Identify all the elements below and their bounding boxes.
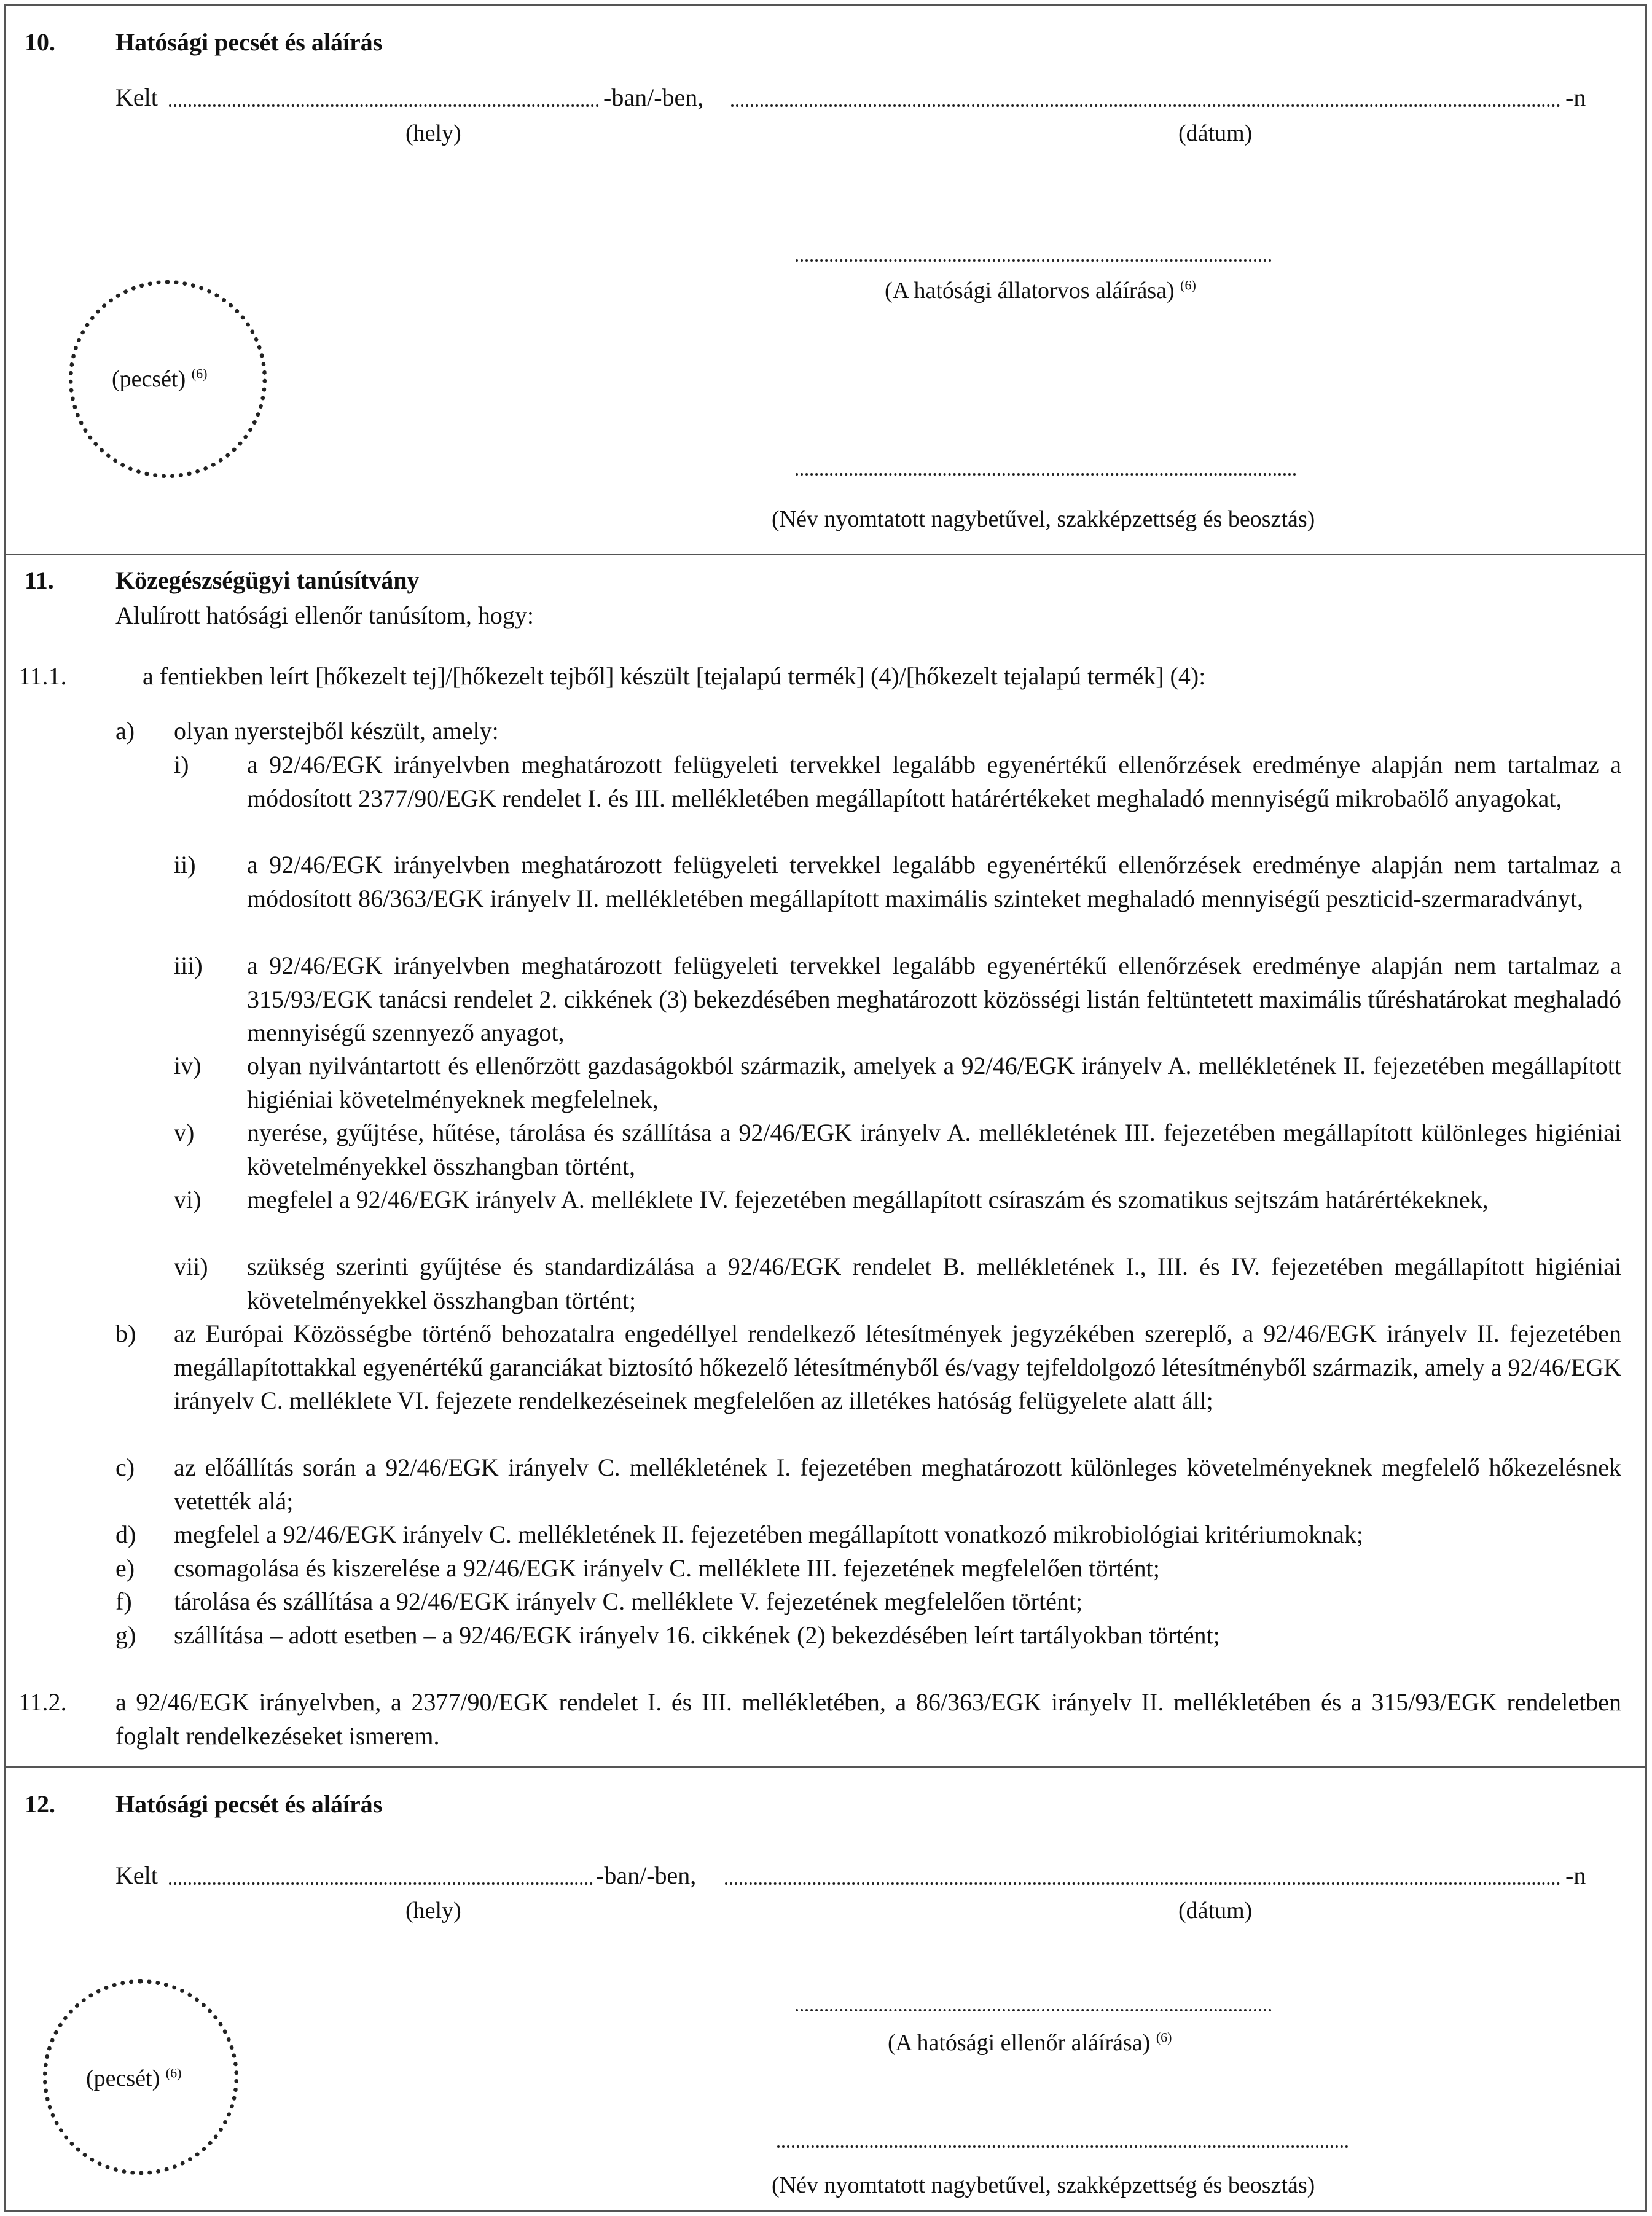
clause-11-1-text: a fentiekben leírt [hőkezelt tej]/[hőkezelt tejből] készült [tejalapú termék] (4)/[hőkezelt tejalapú termék] (4):	[143, 662, 1206, 690]
footnote-ref: (6)	[1180, 277, 1196, 293]
letter-text: az Európai Közösségbe történő behozatalra engedéllyel rendelkező létesítmények jegyzékében szereplő, a 92/46/EGK irányelv II. fejezetében megállapítottakkal egyenértékű garanciákat biztosító hőkezelő létesítményből és/vagy tejfeldolgozó létesítményből származik, amely a 92/46/EGK irányelv C. melléklete VI. fejezete rendelkezéseinek megfelelően az illetékes hatóság felügyelete alatt áll;	[174, 1320, 1621, 1414]
roman-label: i)	[174, 751, 189, 778]
stamp-caption: (pecsét) $^{(6)}$	[112, 366, 208, 392]
kelt-label: Kelt	[115, 1862, 158, 1889]
place-line	[169, 104, 599, 107]
kelt-label: Kelt	[115, 84, 158, 111]
section-11-title: Közegészségügyi tanúsítvány	[115, 566, 420, 594]
clause-11-1-number: 11.1.	[18, 662, 67, 690]
date-caption: (dátum)	[1178, 1898, 1253, 1924]
name-caption: (Név nyomtatott nagybetűvel, szakképzettség és beosztás)	[772, 2172, 1315, 2198]
clause-11-2-number: 11.2.	[18, 1688, 67, 1716]
roman-text: nyerése, gyűjtése, hűtése, tárolása és szállítása a 92/46/EGK irányelv A. mellékletének III. fejezetében megállapított különleges higiéniai követelményekkel összhangban történt,	[247, 1119, 1621, 1180]
letter-text: tárolása és szállítása a 92/46/EGK irányelv C. melléklete V. fejezetének megfelelően történt;	[174, 1588, 1083, 1615]
roman-text: megfelel a 92/46/EGK irányelv A. melléklete IV. fejezetében megállapított csíraszám és szomatikus sejtszám határértékeknek,	[247, 1186, 1489, 1213]
roman-label: vi)	[174, 1186, 202, 1213]
section-11-number: 11.	[25, 566, 54, 594]
roman-text: a 92/46/EGK irányelvben meghatározott felügyeleti tervekkel legalább egyenértékű ellenőrzések eredménye alapján nem tartalmaz a módosított 2377/90/EGK rendelet I. és III. mellékletében megállapított határértékeket meghaladó mennyiségű mikrobaölő anyagokat,	[247, 751, 1621, 812]
place-caption: (hely)	[405, 120, 461, 146]
roman-text: szükség szerinti gyűjtése és standardizálása a 92/46/EGK rendelet B. mellékletének I., III. és IV. fejezetében megállapított higiéniai követelményekkel összhangban történt;	[247, 1253, 1621, 1314]
footnote-ref: (6)	[1156, 2029, 1172, 2045]
date-line	[725, 1882, 1560, 1885]
name-line	[796, 473, 1296, 476]
letter-label: e)	[115, 1554, 135, 1582]
roman-label: iv)	[174, 1052, 202, 1079]
section-12-title: Hatósági pecsét és aláírás	[115, 1790, 383, 1818]
ban-label: -ban/-ben,	[596, 1862, 697, 1889]
date-line	[731, 104, 1560, 107]
roman-text: a 92/46/EGK irányelvben meghatározott felügyeleti tervekkel legalább egyenértékű ellenőrzések eredménye alapján nem tartalmaz a módosított 86/363/EGK irányelv II. mellékletében megállapított maximális szinteket meghaladó mennyiségű peszticid-szermaradványt,	[247, 851, 1621, 912]
section-11-intro: Alulírott hatósági ellenőr tanúsítom, hogy:	[115, 601, 534, 629]
letter-text: az előállítás során a 92/46/EGK irányelv C. mellékletének I. fejezetében meghatározott különleges követelményeknek megfelelő hőkezelésnek vetették alá;	[174, 1454, 1621, 1515]
letter-label: b)	[115, 1320, 136, 1347]
roman-label: iii)	[174, 952, 203, 979]
roman-text: olyan nyilvántartott és ellenőrzött gazdaságokból származik, amelyek a 92/46/EGK irányelv A. mellékletének II. fejezetében megállapított higiéniai követelményeknek megfelelnek,	[247, 1052, 1621, 1113]
n-label: -n	[1565, 1862, 1586, 1889]
name-line	[777, 2145, 1349, 2148]
signature-caption: (A hatósági állatorvos aláírása) $^{(6)}$	[885, 277, 1196, 303]
letter-text: szállítása – adott esetben – a 92/46/EGK irányelv 16. cikkének (2) bekezdésében leírt tartályokban történt;	[174, 1621, 1220, 1649]
signature-line	[796, 259, 1272, 262]
section-divider	[4, 554, 1647, 555]
letter-text: csomagolása és kiszerelése a 92/46/EGK irányelv C. melléklete III. fejezetének megfelelően történt;	[174, 1554, 1160, 1582]
letter-label: g)	[115, 1621, 136, 1649]
section-10-number: 10.	[25, 28, 55, 56]
letter-label: f)	[115, 1588, 132, 1615]
stamp-caption: (pecsét) $^{(6)}$	[86, 2065, 182, 2091]
ban-label: -ban/-ben,	[603, 84, 704, 111]
clause-11-2-text: a 92/46/EGK irányelvben, a 2377/90/EGK rendelet I. és III. mellékletében, a 86/363/EGK irányelv II. mellékletében és a 315/93/EGK rendeletben foglalt rendelkezéseket ismerem.	[115, 1688, 1621, 1750]
name-caption: (Név nyomtatott nagybetűvel, szakképzettség és beosztás)	[772, 506, 1315, 532]
letter-label: d)	[115, 1521, 136, 1548]
roman-label: ii)	[174, 851, 196, 879]
place-caption: (hely)	[405, 1898, 461, 1924]
letter-text: megfelel a 92/46/EGK irányelv C. mellékletének II. fejezetében megállapított vonatkozó mikrobiológiai kritériumoknak;	[174, 1521, 1364, 1548]
signature-caption: (A hatósági ellenőr aláírása) $^{(6)}$	[888, 2029, 1172, 2056]
signature-line	[796, 2009, 1272, 2011]
section-divider	[4, 1766, 1647, 1768]
footnote-ref: (6)	[165, 2065, 182, 2081]
letter-label: c)	[115, 1454, 135, 1481]
item-a-text: olyan nyerstejből készült, amely:	[174, 717, 499, 745]
n-label: -n	[1565, 84, 1586, 111]
roman-text: a 92/46/EGK irányelvben meghatározott felügyeleti tervekkel legalább egyenértékű ellenőrzések eredménye alapján nem tartalmaz a 315/93/EGK tanácsi rendelet 2. cikkének (3) bekezdésében meghatározott közösségi listán feltüntetett maximális tűréshatárokat meghaladó mennyiségű szennyező anyagot,	[247, 952, 1621, 1046]
roman-label: v)	[174, 1119, 195, 1146]
section-12-number: 12.	[25, 1790, 55, 1818]
footnote-ref: (6)	[191, 366, 208, 382]
date-caption: (dátum)	[1178, 120, 1253, 146]
place-line	[169, 1882, 593, 1885]
roman-label: vii)	[174, 1253, 208, 1280]
section-10-title: Hatósági pecsét és aláírás	[115, 28, 383, 56]
item-a-label: a)	[115, 717, 135, 745]
